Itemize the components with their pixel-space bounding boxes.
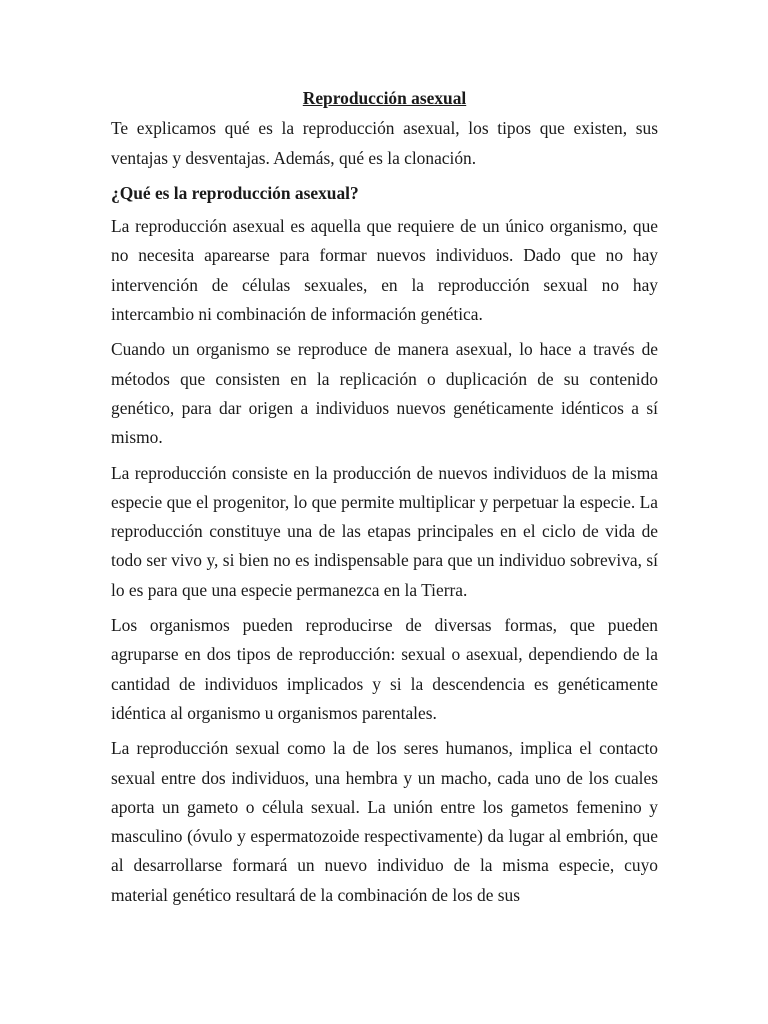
paragraph: La reproducción sexual como la de los seres humanos, implica el contacto sexual entre dos individuos, una hembra y un macho, cada uno de los cuales aporta un gameto o célula sexual. La unión entre los gametos femenino y masculino (óvulo y espermatozoide respectivamente) da lugar al embrión, que al desarrollarse formará un nuevo individuo de la misma especie, cuyo material genético resultará de la combinación de los de sus: [111, 738, 658, 905]
paragraph: La reproducción asexual es aquella que requiere de un único organismo, que no necesita aparearse para formar nuevos individuos. Dado que no hay intervención de células sexuales, en la reproducción sexual no hay intercambio ni combinación de información genética.: [111, 216, 658, 325]
document-body: [111, 84, 658, 916]
section-heading: ¿Qué es la reproducción asexual?: [111, 182, 359, 203]
intro-paragraph: Te explicamos qué es la reproducción asexual, los tipos que existen, sus ventajas y desventajas. Además, qué es la clonación.: [111, 118, 658, 168]
paragraph: Cuando un organismo se reproduce de manera asexual, lo hace a través de métodos que consisten en la replicación o duplicación de su contenido genético, para dar origen a individuos nuevos genéticamente idénticos a sí mismo.: [111, 339, 658, 448]
paragraph: La reproducción consiste en la producción de nuevos individuos de la misma especie que el progenitor, lo que permite multiplicar y perpetuar la especie. La reproducción constituye una de las etapas principales en el ciclo de vida de todo ser vivo y, si bien no es indispensable para que un individuo sobreviva, sí lo es para que una especie permanezca en la Tierra.: [111, 462, 658, 600]
paragraph: Los organismos pueden reproducirse de diversas formas, que pueden agruparse en dos tipos de reproducción: sexual o asexual, dependiendo de la cantidad de individuos implicados y si la descendencia es genéticamente idéntica al organismo u organismos parentales.: [111, 615, 658, 723]
page-title: Reproducción asexual: [302, 88, 467, 108]
